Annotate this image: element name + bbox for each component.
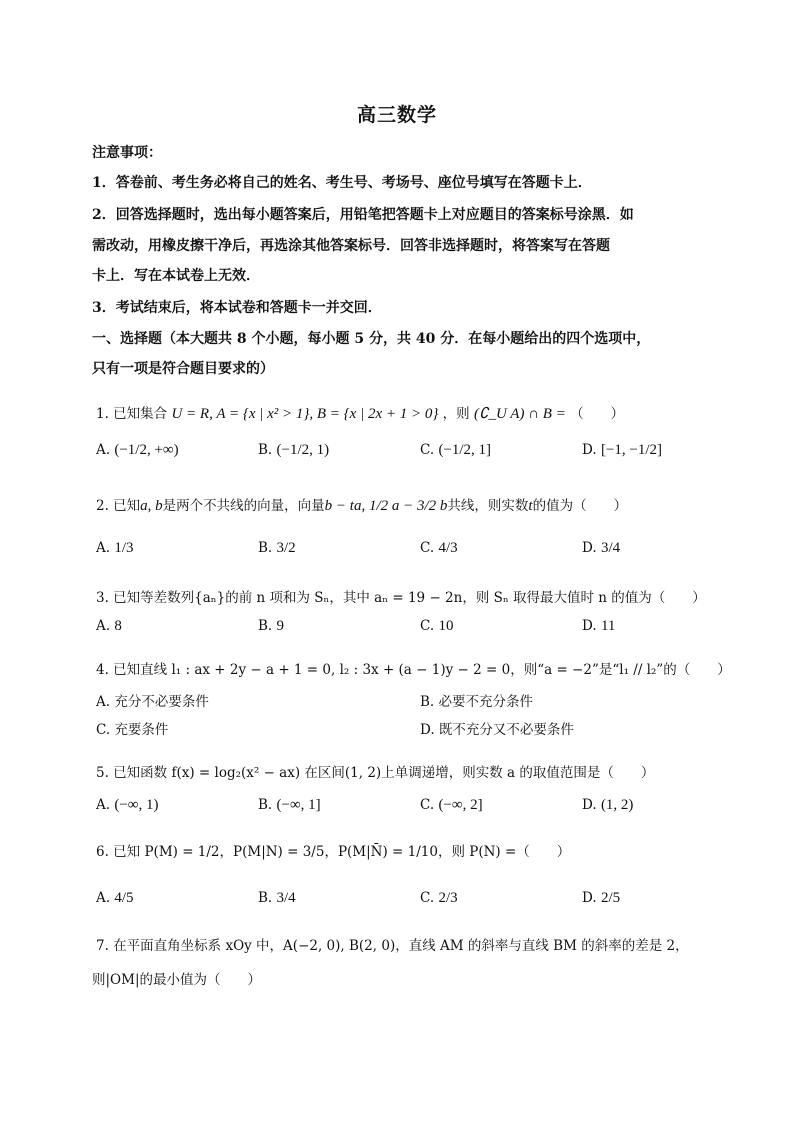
option-a[interactable]: A. (−∞, 1) bbox=[96, 797, 159, 813]
math-expression: (∁_U A) ∩ B = bbox=[473, 406, 566, 422]
option-b[interactable]: B. 9 bbox=[258, 618, 285, 634]
question-6: 6. 已知 P(M) = 1/2，P(M|N) = 3/5，P(M|N̄) = 1/10，则 P(N) =（ ） bbox=[96, 844, 571, 860]
question-text: ，则 bbox=[442, 406, 470, 422]
math-expression: a, b bbox=[140, 498, 163, 514]
option-c[interactable]: C. 充要条件 bbox=[96, 722, 169, 738]
option-c[interactable]: C. 4/3 bbox=[420, 540, 458, 556]
option-a[interactable]: A. (−1/2, +∞) bbox=[96, 442, 179, 458]
option-d[interactable]: D. 3/4 bbox=[582, 540, 621, 556]
option-d[interactable]: D. 2/5 bbox=[582, 890, 621, 906]
note-line: 2．回答选择题时，选出每小题答案后，用铅笔把答题卡上对应题目的答案标号涂黑．如 bbox=[92, 207, 634, 223]
option-a[interactable]: A. 充分不必要条件 bbox=[96, 694, 209, 710]
question-text: 1. 已知集合 bbox=[96, 406, 168, 422]
option-d[interactable]: D. 既不充分又不必要条件 bbox=[420, 722, 574, 738]
option-a[interactable]: A. 1/3 bbox=[96, 540, 134, 556]
option-a[interactable]: A. 8 bbox=[96, 618, 122, 634]
section-heading-cont: 只有一项是符合题目要求的） bbox=[92, 361, 274, 377]
option-b[interactable]: B. (−1/2, 1) bbox=[258, 442, 330, 458]
math-expression: b − ta, 1/2 a − 3/2 b bbox=[324, 498, 448, 514]
option-b[interactable]: B. 必要不充分条件 bbox=[420, 694, 534, 710]
note-line: 卡上．写在本试卷上无效． bbox=[92, 268, 260, 284]
note-line: 1．答卷前、考生务必将自己的姓名、考生号、考场号、座位号填写在答题卡上． bbox=[92, 175, 592, 191]
section-heading: 一、选择题（本大题共 8 个小题，每小题 5 分，共 40 分．在每小题给出的四个选项中， bbox=[92, 331, 651, 347]
math-variable: t bbox=[528, 498, 533, 514]
note-line: 需改动，用橡皮擦干净后，再选涂其他答案标号．回答非选择题时，将答案写在答题 bbox=[92, 238, 610, 254]
math-expression: U = R, A = {x | x² > 1}, B = {x | 2x + 1 > 0} bbox=[171, 406, 439, 422]
option-c[interactable]: C. 2/3 bbox=[420, 890, 458, 906]
option-b[interactable]: B. 3/2 bbox=[258, 540, 296, 556]
question-7: 7. 在平面直角坐标系 xOy 中，A(−2, 0), B(2, 0)，直线 AM 的斜率与直线 BM 的斜率的差是 2， bbox=[96, 938, 689, 954]
option-a[interactable]: A. 4/5 bbox=[96, 890, 134, 906]
question-4: 4. 已知直线 l₁ : ax + 2y − a + 1 = 0, l₂ : 3x + (a − 1)y − 2 = 0，则“a = −2”是“l₁ // l₂”的（ ） bbox=[96, 662, 731, 678]
question-5: 5. 已知函数 f(x) = log₂(x² − ax) 在区间(1, 2)上单调递增，则实数 a 的取值范围是（ ） bbox=[96, 765, 655, 781]
question-7-cont: 则|OM|的最小值为（ ） bbox=[92, 972, 261, 988]
option-c[interactable]: C. (−∞, 2] bbox=[420, 797, 483, 813]
page-title: 高三数学 bbox=[356, 104, 437, 126]
question-1 bbox=[96, 402, 624, 423]
notes-heading: 注意事项： bbox=[92, 145, 162, 161]
option-b[interactable]: B. 3/4 bbox=[258, 890, 296, 906]
option-d[interactable]: D. [−1, −1/2] bbox=[582, 442, 663, 458]
option-c[interactable]: C. 10 bbox=[420, 618, 454, 634]
option-d[interactable]: D. 11 bbox=[582, 618, 616, 634]
option-c[interactable]: C. (−1/2, 1] bbox=[420, 442, 492, 458]
note-line: 3．考试结束后，将本试卷和答题卡一并交回． bbox=[92, 300, 382, 316]
question-3: 3. 已知等差数列{aₙ}的前 n 项和为 Sₙ，其中 aₙ = 19 − 2n，则 Sₙ 取得最大值时 n 的值为（ ） bbox=[96, 590, 706, 606]
option-b[interactable]: B. (−∞, 1] bbox=[258, 797, 321, 813]
answer-paren: （ ） bbox=[570, 406, 625, 422]
question-2: 2. 已知a, b是两个不共线的向量，向量b − ta, 1/2 a − 3/2 b共线，则实数t的值为（ ） bbox=[96, 498, 628, 514]
option-d[interactable]: D. (1, 2) bbox=[582, 797, 634, 813]
